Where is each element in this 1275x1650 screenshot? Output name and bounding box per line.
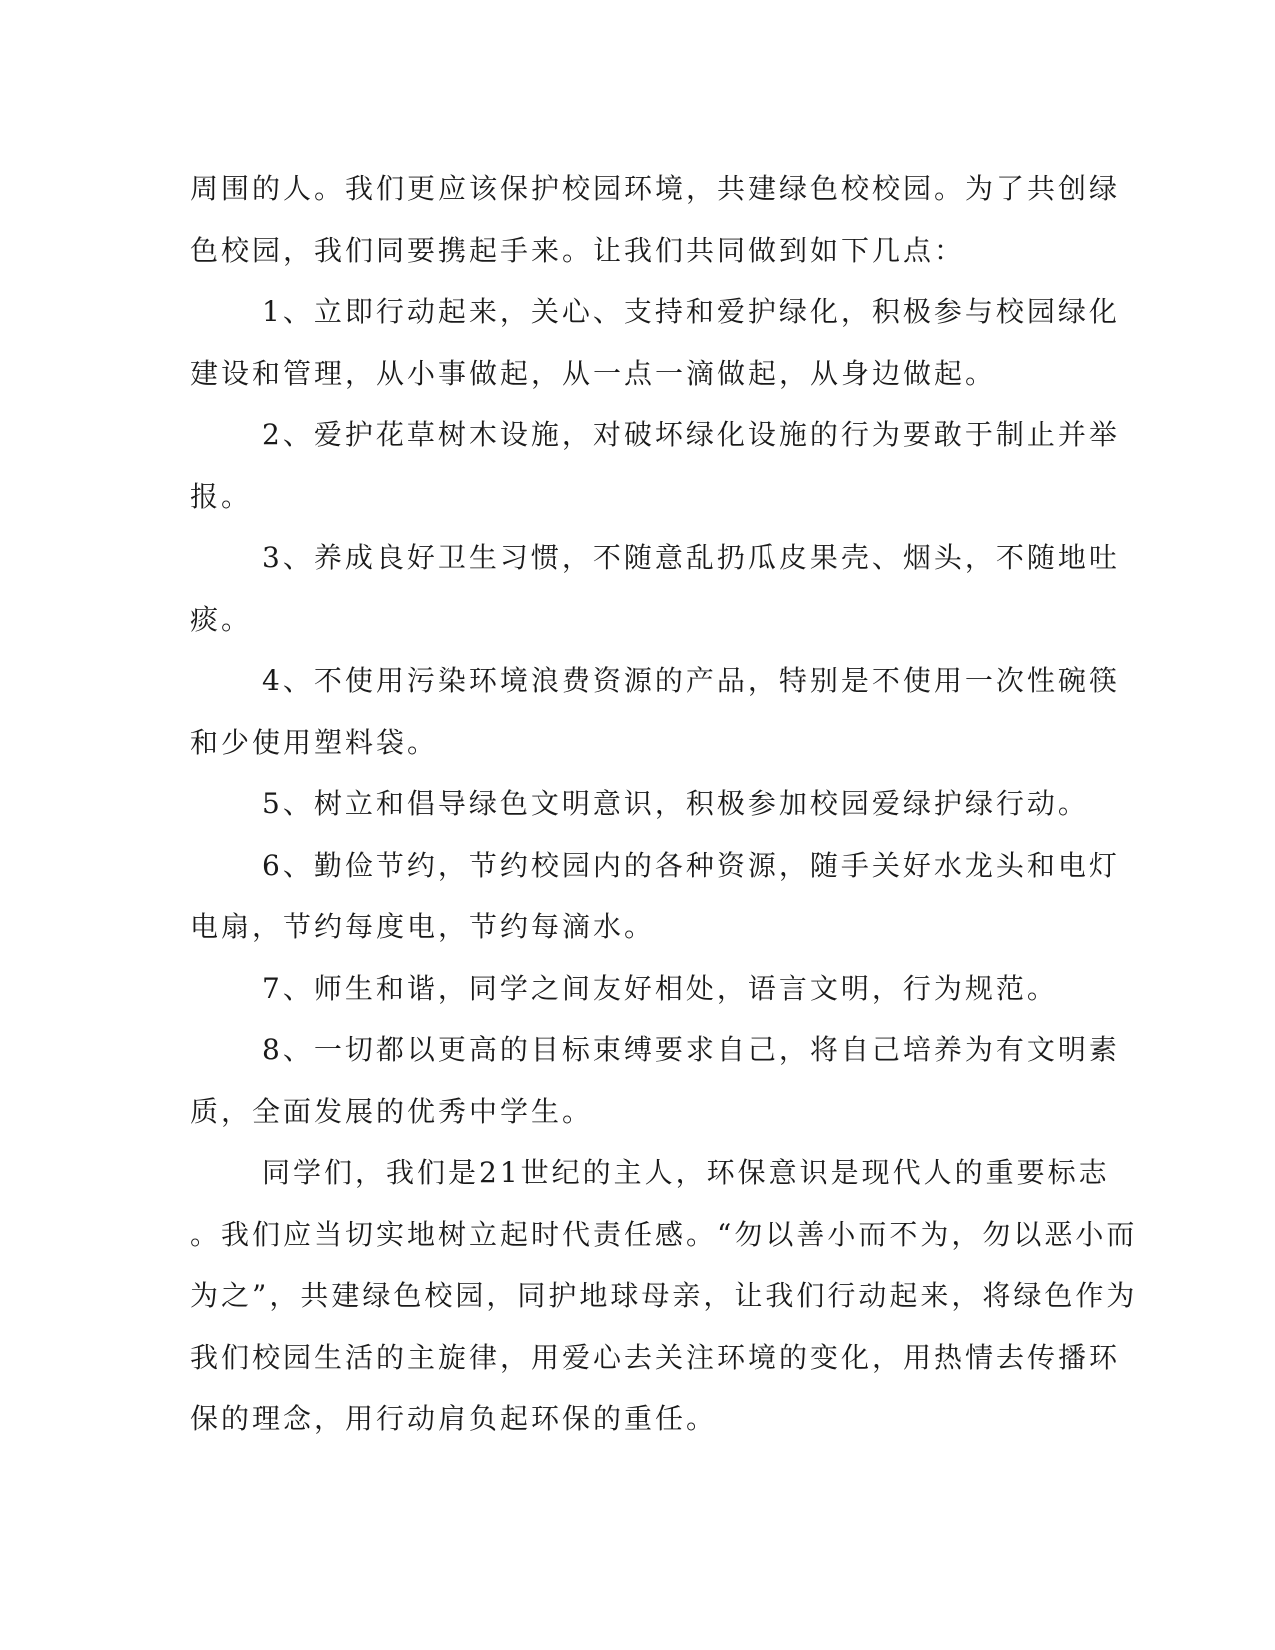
- text-line: 1、立即行动起来，关心、支持和爱护绿化，积极参与校园绿化: [262, 295, 1120, 328]
- list-item-1: [190, 281, 1120, 404]
- paragraph-intro: [190, 158, 1121, 281]
- text-line: 周围的人。我们更应该保护校园环境，共建绿色校校园。为了共创绿: [190, 172, 1121, 205]
- document-body: [190, 158, 1138, 1450]
- text-line: 2、爱护花草树木设施，对破坏绿化设施的行为要敢于制止并举: [262, 418, 1120, 451]
- text-line: 4、不使用污染环境浪费资源的产品，特别是不使用一次性碗筷: [262, 664, 1120, 697]
- list-item-2: [190, 404, 1120, 527]
- text-line: 和少使用塑料袋。: [190, 725, 439, 759]
- list-item-3: [190, 527, 1120, 650]
- text-line: 我们校园生活的主旋律，用爱心去关注环境的变化，用热情去传播环: [190, 1340, 1121, 1374]
- text-line: 建设和管理，从小事做起，从一点一滴做起，从身边做起。: [190, 356, 997, 390]
- text-line: 8、一切都以更高的目标束缚要求自己，将自己培养为有文明素: [262, 1033, 1120, 1066]
- text-line: 。我们应当切实地树立起时代责任感。“勿以善小而不为，勿以恶小而: [190, 1217, 1138, 1251]
- text-line: 7、师生和谐，同学之间友好相处，语言文明，行为规范。: [262, 971, 1058, 1005]
- text-line: 同学们，我们是21世纪的主人，环保意识是现代人的重要标志: [262, 1156, 1110, 1189]
- text-line: 色校园，我们同要携起手来。让我们共同做到如下几点：: [190, 233, 966, 267]
- text-line: 痰。: [190, 602, 253, 636]
- list-item-4: [190, 650, 1120, 773]
- list-item-5: [190, 773, 1089, 835]
- list-item-6: [190, 835, 1120, 958]
- text-line: 5、树立和倡导绿色文明意识，积极参加校园爱绿护绿行动。: [262, 787, 1089, 820]
- text-line: 电扇，节约每度电，节约每滴水。: [190, 910, 656, 943]
- list-item-7: [190, 958, 1070, 1020]
- text-line: 为之”，共建绿色校园，同护地球母亲，让我们行动起来，将绿色作为: [190, 1279, 1138, 1312]
- text-line: 保的理念，用行动肩负起环保的重任。: [190, 1402, 718, 1435]
- text-line: 报。: [190, 479, 253, 513]
- text-line: 质，全面发展的优秀中学生。: [190, 1094, 594, 1128]
- text-line: 3、养成良好卫生习惯，不随意乱扔瓜皮果壳、烟头，不随地吐: [262, 541, 1120, 574]
- text-line: 6、勤俭节约，节约校园内的各种资源，随手关好水龙头和电灯: [262, 848, 1120, 882]
- paragraph-closing: [190, 1142, 1138, 1450]
- list-item-8: [190, 1019, 1120, 1142]
